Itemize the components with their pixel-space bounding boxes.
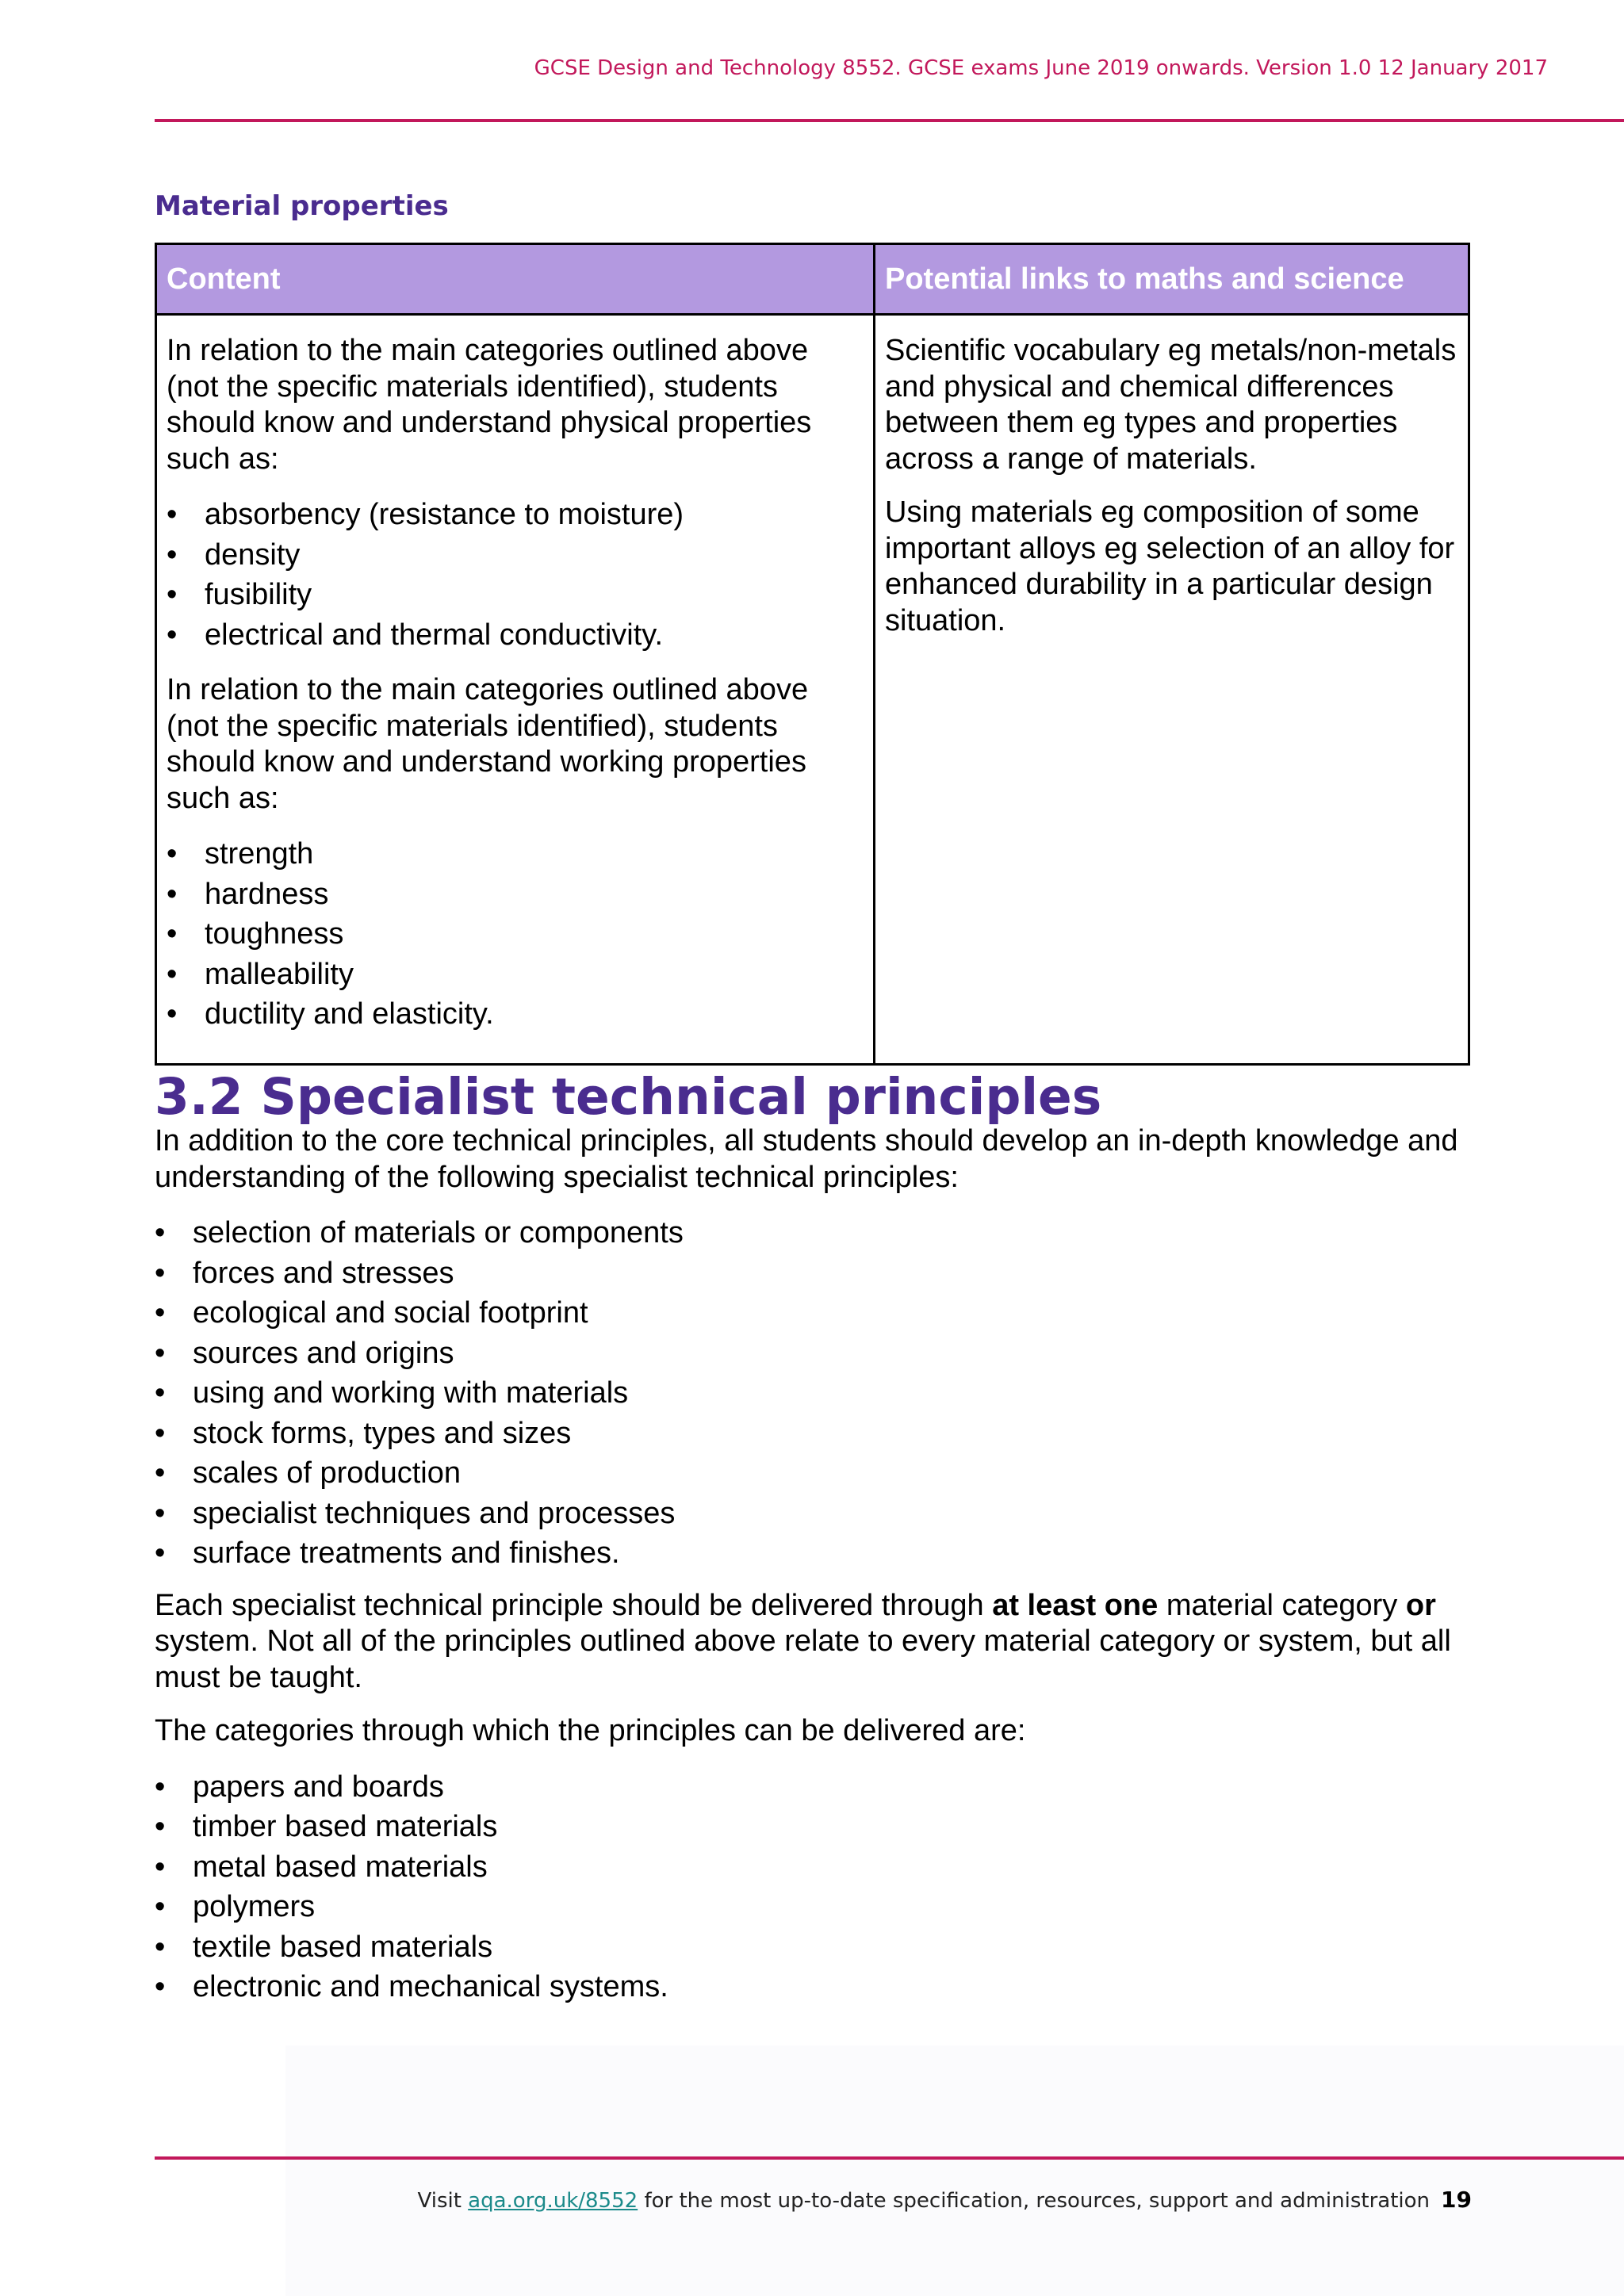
section-intro: In addition to the core technical principles, all students should develop an in-depth knowledge and understanding of the following specialist technical principles: (155, 1124, 1458, 1194)
principles-list (155, 1213, 1487, 1574)
list-item: • specialist techniques and processes (155, 1494, 1487, 1534)
list-item: • forces and stresses (155, 1253, 1487, 1294)
content-cell (156, 315, 875, 1065)
list-item: • using and working with materials (155, 1373, 1487, 1414)
categories-list (155, 1767, 1487, 2007)
list-item: • hardness (167, 874, 864, 915)
list-item: • surface treatments and finishes. (155, 1533, 1487, 1574)
list-item: • scales of production (155, 1453, 1487, 1494)
emphasis-or: or (1405, 1588, 1436, 1622)
table-row (156, 315, 1469, 1065)
list-item: • ductility and elasticity. (167, 994, 864, 1035)
categories-intro: The categories through which the principles can be delivered are: (155, 1714, 1026, 1747)
header-divider (155, 119, 1624, 122)
list-item: • ecological and social footprint (155, 1293, 1487, 1334)
list-item: • density (167, 535, 864, 576)
list-item: • absorbency (resistance to moisture) (167, 495, 864, 535)
list-item: • selection of materials or components (155, 1213, 1487, 1253)
physical-properties-intro: In relation to the main categories outlined above (not the specific materials identified), students should know and understand physical properties such as: (167, 334, 812, 476)
page-footer: Visit aqa.org.uk/8552 for the most up-to-date specification, resources, support and administration 19 (417, 2187, 1472, 2213)
page-number: 19 (1441, 2187, 1472, 2213)
material-properties-table (155, 243, 1470, 1066)
section-body (155, 1123, 1487, 2007)
list-item: • electronic and mechanical systems. (155, 1967, 1487, 2007)
material-properties-label: Material properties (155, 190, 449, 222)
list-item: • textile based materials (155, 1927, 1487, 1968)
working-properties-intro: In relation to the main categories outlined above (not the specific materials identified), students should know and understand working properties such as: (167, 673, 809, 815)
list-item: • polymers (155, 1887, 1487, 1927)
section-heading: 3.2 Specialist technical principles (155, 1068, 1102, 1127)
physical-properties-list (167, 495, 864, 655)
list-item: • strength (167, 834, 864, 874)
list-item: • electrical and thermal conductivity. (167, 615, 864, 656)
aqa-specification-link[interactable]: aqa.org.uk/8552 (468, 2189, 638, 2213)
delivery-paragraph: Each specialist technical principle should be delivered through at least one material category or system. Not all of the principles outlined above relate to every material category or system, but all must be taught. (155, 1588, 1451, 1694)
header-maths-science: Potential links to maths and science (875, 244, 1469, 315)
header-content: Content (156, 244, 875, 315)
scientific-vocabulary-text: Scientific vocabulary eg metals/non-metals and physical and chemical differences between them eg types and properties across a range of materials. (885, 334, 1457, 476)
document-header: GCSE Design and Technology 8552. GCSE exams June 2019 onwards. Version 1.0 12 January 2017 (534, 56, 1548, 80)
list-item: • toughness (167, 914, 864, 955)
working-properties-list (167, 834, 864, 1035)
table-header-row (156, 244, 1469, 315)
list-item: • malleability (167, 955, 864, 995)
maths-science-cell (875, 315, 1469, 1065)
list-item: • metal based materials (155, 1847, 1487, 1888)
using-materials-text: Using materials eg composition of some important alloys eg selection of an alloy for enhanced durability in a particular design situation. (885, 496, 1455, 637)
list-item: • stock forms, types and sizes (155, 1414, 1487, 1454)
list-item: • fusibility (167, 575, 864, 615)
list-item: • sources and origins (155, 1334, 1487, 1374)
footer-divider (155, 2156, 1624, 2160)
list-item: • papers and boards (155, 1767, 1487, 1808)
list-item: • timber based materials (155, 1807, 1487, 1847)
page-background-shade (285, 2045, 1624, 2296)
emphasis-at-least-one: at least one (992, 1588, 1159, 1622)
